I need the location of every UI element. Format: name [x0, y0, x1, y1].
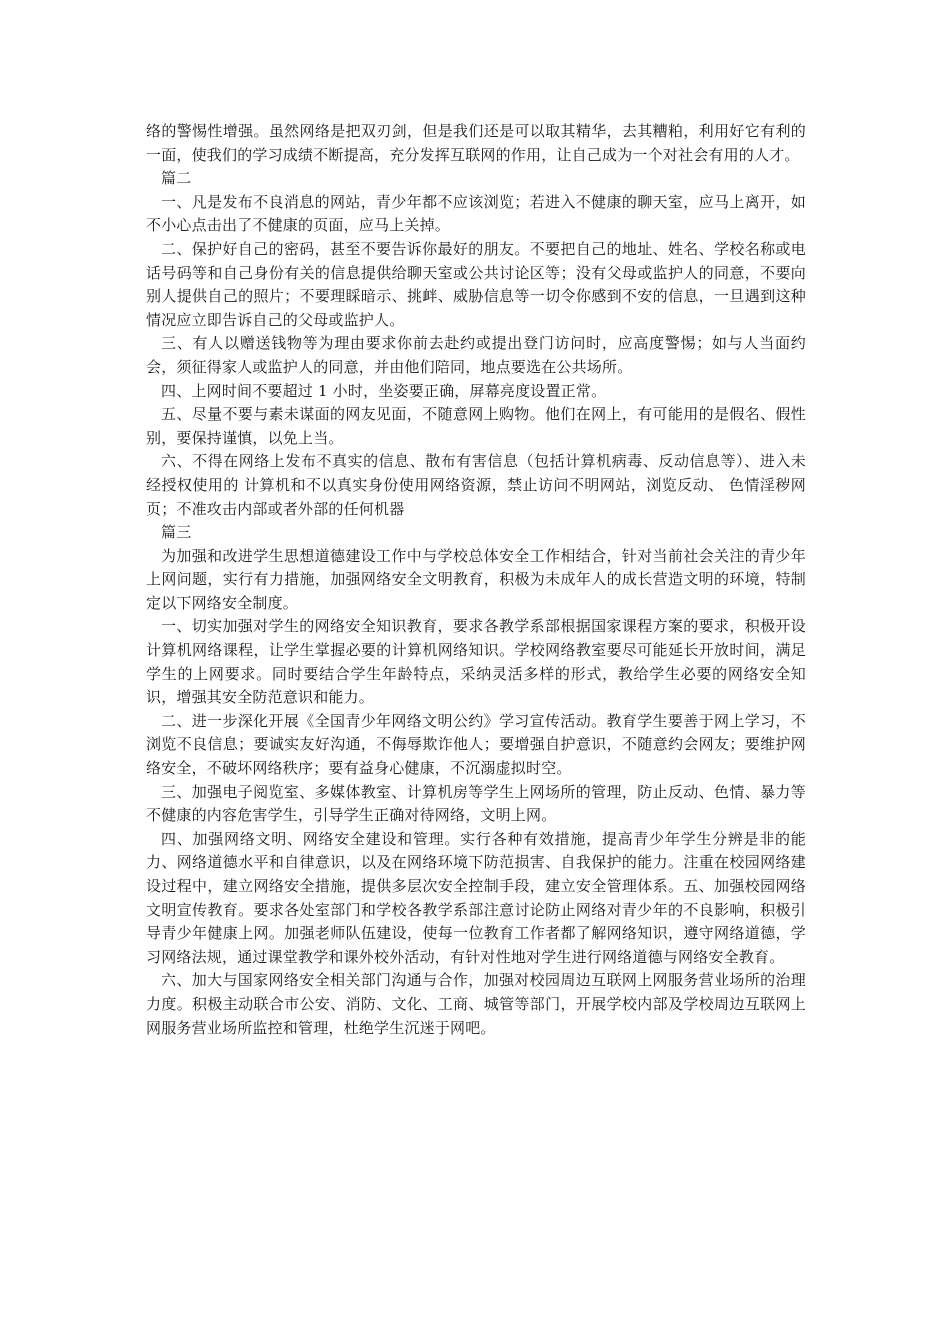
paragraph: 二、保护好自己的密码，甚至不要告诉你最好的朋友。不要把自己的地址、姓名、学校名称或电话号码等和自己身份有关的信息提供给聊天室或公共讨论区等；没有父母或监护人的同意，不要向别人提供自己的照片；不要理睬暗示、挑衅、威胁信息等一切令你感到不安的信息，一旦遇到这种情况应立即告诉自己的父母或监护人。	[146, 239, 806, 329]
paragraph: 一、切实加强对学生的网络安全知识教育，要求各教学系部根据国家课程方案的要求，积极开设计算机网络课程，让学生掌握必要的计算机网络知识。学校网络教室要尽可能延长开放时间，满足学生的上网要求。同时要结合学生年龄特点，采纳灵活多样的形式，教给学生必要的网络安全知识，增强其安全防范意识和能力。	[146, 617, 806, 707]
paragraph: 五、尽量不要与素未谋面的网友见面，不随意网上购物。他们在网上，有可能用的是假名、假性别，要保持谨慎，以免上当。	[146, 405, 806, 447]
section-heading-part-two: 篇二	[161, 169, 192, 188]
paragraph: 为加强和改进学生思想道德建设工作中与学校总体安全工作相结合，针对当前社会关注的青少年上网问题，实行有力措施，加强网络安全文明教育，积极为未成年人的成长营造文明的环境，特制定以下网络安全制度。	[146, 546, 806, 612]
paragraph: 四、加强网络文明、网络安全建设和管理。实行各种有效措施，提高青少年学生分辨是非的能力、网络道德水平和自律意识，以及在网络环境下防范损害、自我保护的能力。注重在校园网络建设过程中，建立网络安全措施，提供多层次安全控制手段，建立安全管理体系。五、加强校园网络文明宣传教育。要求各处室部门和学校各教学系部注意讨论防止网络对青少年的不良影响，积极引导青少年健康上网。加强老师队伍建设，使每一位教育工作者都了解网络知识，遵守网络道德，学习网络法规，通过课堂教学和课外校外活动，有针对性地对学生进行网络道德与网络安全教育。	[146, 829, 806, 966]
paragraph: 六、不得在网络上发布不真实的信息、散布有害信息（包括计算机病毒、反动信息等）、进入未经授权使用的 计算机和不以真实身份使用网络资源，禁止访问不明网站，浏览反动、 色情淫秽网页；不准攻击内部或者外部的任何机器	[146, 452, 806, 518]
paragraph-continuation: 络的警惕性增强。虽然网络是把双刃剑，但是我们还是可以取其精华，去其糟粕，利用好它有利的一面，使我们的学习成绩不断提高，充分发挥互联网的作用，让自己成为一个对社会有用的人才。	[146, 122, 806, 164]
paragraph: 三、加强电子阅览室、多媒体教室、计算机房等学生上网场所的管理，防止反动、色情、暴力等不健康的内容危害学生，引导学生正确对待网络，文明上网。	[146, 782, 806, 825]
paragraph: 二、进一步深化开展《全国青少年网络文明公约》学习宣传活动。教育学生要善于网上学习，不浏览不良信息；要诚实友好沟通，不侮辱欺诈他人；要增强自护意识，不随意约会网友；要维护网络安全，不破坏网络秩序；要有益身心健康，不沉溺虚拟时空。	[146, 711, 806, 778]
paragraph: 四、上网时间不要超过 1 小时，坐姿要正确，屏幕亮度设置正常。	[161, 381, 607, 400]
paragraph: 一、凡是发布不良消息的网站，青少年都不应该浏览；若进入不健康的聊天室，应马上离开，如不小心点击出了不健康的页面，应马上关掉。	[146, 192, 806, 235]
paragraph: 六、加大与国家网络安全相关部门沟通与合作，加强对校园周边互联网上网服务营业场所的治理力度。积极主动联合市公安、消防、文化、工商、城管等部门，开展学校内部及学校周边互联网上网服务营业场所监控和管理，杜绝学生沉迷于网吧。	[146, 971, 806, 1037]
paragraph: 三、有人以赠送钱物等为理由要求你前去赴约或提出登门访问时，应高度警惕；如与人当面约会，须征得家人或监护人的同意，并由他们陪同，地点要选在公共场所。	[146, 334, 806, 376]
section-heading-part-three: 篇三	[161, 523, 192, 542]
document-body	[146, 120, 806, 1040]
